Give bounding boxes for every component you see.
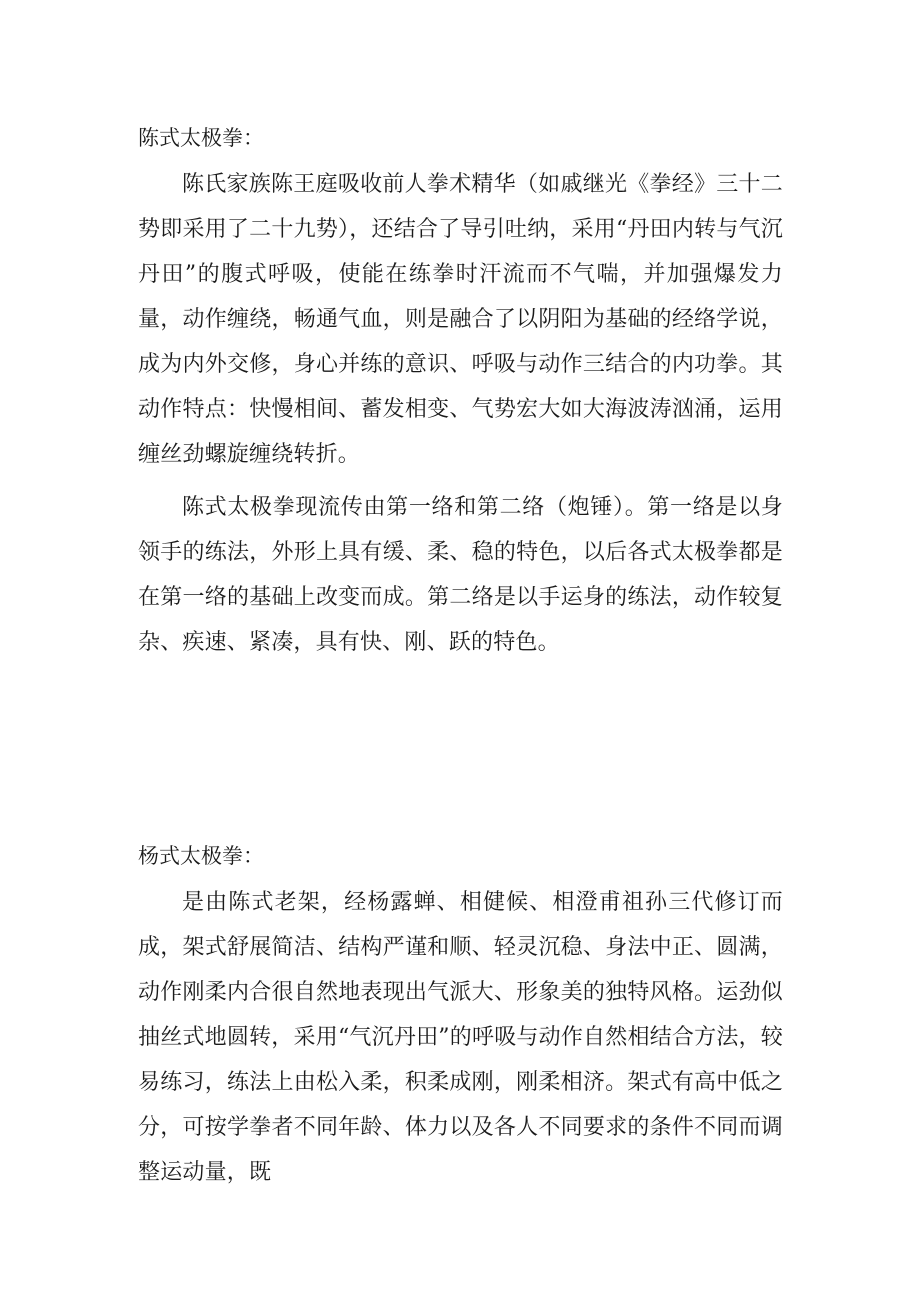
section-heading: 杨式太极拳： <box>138 844 264 868</box>
section-chen-style <box>138 118 783 673</box>
section-yang-style <box>138 836 783 1203</box>
section-heading: 陈式太极拳： <box>138 126 264 150</box>
paragraph: 陈式太极拳现流传由第一络和第二络（炮锤）。第一络是以身领手的练法，外形上具有缓、柔、稳的特色，以后各式太极拳都是在第一络的基础上改变而成。第二络是以手运身的练法，动作较复杂、疾速、紧凑，具有快、刚、跃的特色。 <box>138 495 783 655</box>
paragraph: 是由陈式老架，经杨露蝉、相健候、相澄甫祖孙三代修订而成，架式舒展简洁、结构严谨和顺、轻灵沉稳、身法中正、圆满，动作刚柔内合很自然地表现出气派大、形象美的独特风格。运劲似抽丝式地圆转，采用“气沉丹田”的呼吸与动作自然相结合方法，较易练习，练法上由松入柔，积柔成刚，刚柔相济。架式有高中低之分，可按学拳者不同年龄、体力以及各人不同要求的条件不同而调整运动量，既 <box>138 890 783 1185</box>
paragraph: 陈氏家族陈王庭吸收前人拳术精华（如戚继光《拳经》三十二势即采用了二十九势），还结合了导引吐纳，采用“丹田内转与气沉丹田”的腹式呼吸，使能在练拳时汗流而不气喘，并加强爆发力量，动作缠绕，畅通气血，则是融合了以阴阳为基础的经络学说，成为内外交修，身心并练的意识、呼吸与动作三结合的内功拳。其动作特点：快慢相间、蓄发相变、气势宏大如大海波涛汹涌，运用缠丝劲螺旋缠绕转折。 <box>138 172 783 467</box>
